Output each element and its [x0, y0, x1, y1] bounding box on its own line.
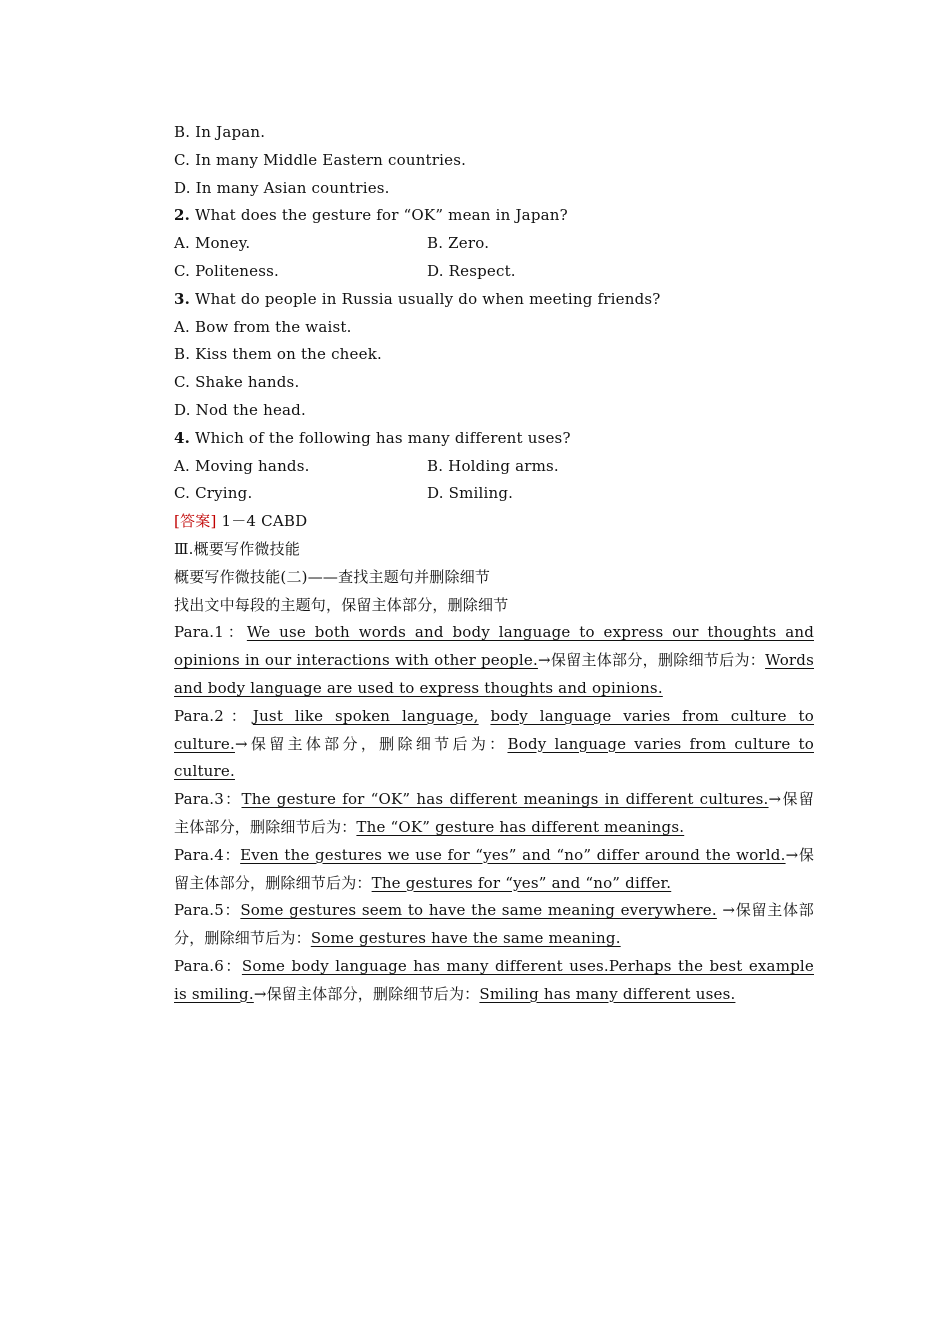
section-subtitle: 概要写作微技能(二)——查找主题句并删除细节 — [174, 567, 491, 586]
q2-option-a: A. Money. — [174, 234, 251, 253]
q4-option-a: A. Moving hands. — [174, 456, 310, 475]
q1-option-b: B. In Japan. — [174, 123, 266, 141]
q3-option-a: A. Bow from the waist. — [174, 317, 352, 336]
para-2-topic-sentence: body language varies from culture to culture. — [174, 706, 815, 753]
answer-line — [136, 508, 814, 536]
para-6-arrow-text: →保留主体部分，删除细节后为： — [253, 984, 480, 1003]
q3-option-d: D. Nod the head. — [174, 400, 306, 419]
q4-option-c: C. Crying. — [174, 484, 253, 503]
question-4-number: 4. — [174, 428, 191, 447]
answer-letters: CABD — [261, 512, 308, 531]
para-2-condensed: Body language varies from culture to culture. — [174, 734, 814, 781]
para-2-topic-prefix: Just like spoken language, — [252, 706, 479, 725]
para-5-topic-sentence: Some gestures seem to have the same meaning everywhere. — [240, 901, 717, 920]
para-1-arrow-text: →保留主体部分，删除细节后为： — [537, 651, 766, 670]
para-5-label: Para.5： — [174, 901, 241, 920]
q1-option-d: D. In many Asian countries. — [174, 178, 390, 197]
question-3-text: What do people in Russia usually do when meeting friends? — [195, 289, 661, 308]
q2-option-d: D. Respect. — [427, 261, 516, 280]
section-title: Ⅲ.概要写作微技能 — [174, 539, 301, 558]
para-4-condensed: The gestures for “yes” and “no” differ. — [371, 873, 672, 892]
para-2-arrow-text: →保留主体部分，删除细节后为： — [234, 734, 508, 753]
q4-options-row-1 — [136, 453, 814, 481]
q2-options-row-2 — [136, 258, 814, 286]
q4-option-d: D. Smiling. — [427, 484, 514, 503]
q4-option-b: B. Holding arms. — [427, 456, 559, 475]
question-3-number: 3. — [174, 289, 191, 308]
para-3-arrow-text: →保留主体部分，删除细节后为： — [174, 790, 815, 836]
para-4-topic-sentence: Even the gestures we use for “yes” and “no” differ around the world. — [240, 845, 786, 864]
para-3-topic-sentence: The gesture for “OK” has different meanings in different cultures. — [241, 790, 769, 809]
para-4-arrow-text: →保留主体部分，删除细节后为： — [174, 845, 815, 892]
question-2 — [136, 202, 814, 230]
document-page — [136, 119, 814, 1009]
answer-tag: [答案] — [174, 512, 217, 531]
para-2-summary — [136, 703, 814, 786]
section-instruction: 找出文中每段的主题句，保留主体部分，删除细节 — [174, 595, 509, 614]
q4-options-row-2 — [136, 480, 814, 508]
para-6-condensed: Smiling has many different uses. — [479, 984, 736, 1003]
q1-option-c: C. In many Middle Eastern countries. — [174, 150, 467, 169]
question-2-text: What does the gesture for “OK” mean in Japan? — [195, 206, 568, 225]
para-5-condensed: Some gestures have the same meaning. — [310, 929, 621, 948]
para-4-label: Para.4： — [174, 845, 241, 864]
q2-option-c: C. Politeness. — [174, 261, 279, 280]
para-5-summary — [136, 897, 814, 953]
para-1-condensed: Words and body language are used to express thoughts and opinions. — [174, 651, 814, 697]
answer-range: 1－4 — [221, 512, 257, 531]
q3-option-b: B. Kiss them on the cheek. — [174, 345, 382, 364]
para-3-condensed: The “OK” gesture has different meanings. — [356, 817, 685, 836]
para-5-arrow-text: →保留主体部分，删除细节后为： — [174, 901, 815, 948]
question-3 — [136, 286, 814, 314]
q3-option-c: C. Shake hands. — [174, 373, 300, 392]
para-3-summary — [136, 786, 814, 842]
para-1-label: Para.1： — [174, 623, 247, 642]
question-2-number: 2. — [174, 206, 191, 225]
para-1-summary — [136, 619, 814, 702]
para-2-label: Para.2： — [174, 706, 253, 725]
para-6-summary — [136, 953, 814, 1009]
para-3-label: Para.3： — [174, 790, 242, 809]
para-6-topic-sentence: Some body language has many different uses.Perhaps the best example is smiling. — [174, 956, 814, 1003]
q2-options-row-1 — [136, 230, 814, 258]
para-4-summary — [136, 842, 814, 898]
para-1-topic-sentence: We use both words and body language to express our thoughts and opinions in our interactions with other people. — [174, 623, 814, 670]
question-4-text: Which of the following has many different uses? — [195, 428, 571, 447]
para-6-label: Para.6： — [174, 956, 242, 975]
question-4 — [136, 425, 814, 453]
q2-option-b: B. Zero. — [427, 234, 490, 253]
